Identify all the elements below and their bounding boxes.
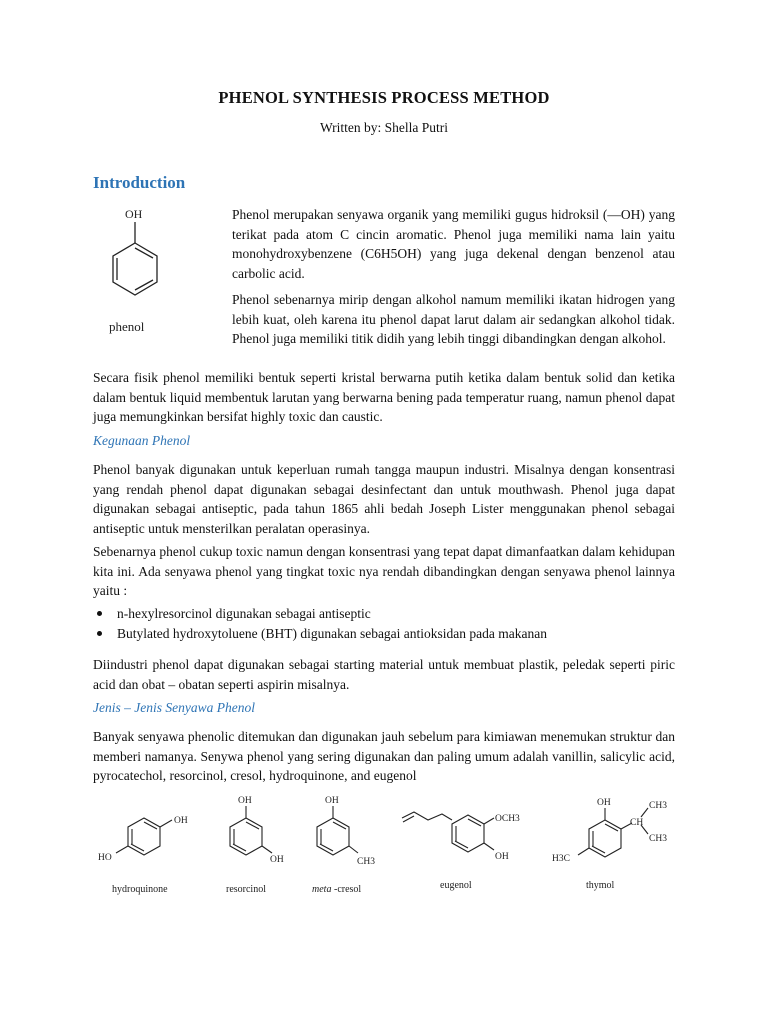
- list-item: n-hexylresorcinol digunakan sebagai antiseptic: [93, 604, 675, 624]
- thymol-ch-label: CH: [630, 818, 644, 828]
- thymol-caption: thymol: [586, 880, 615, 891]
- meta-cresol-caption-prefix: meta: [312, 884, 332, 895]
- physical-properties-paragraph: [93, 368, 675, 427]
- introduction-text: [232, 205, 675, 349]
- thymol-h3c-label: H3C: [552, 854, 570, 864]
- kegunaan-paragraph-1: Phenol banyak digunakan untuk keperluan rumah tangga maupun industri. Misalnya dengan konsentrasi yang rendah phenol dapat digunakan sebagai desinfectant dan untuk mouthwash. Phenol juga dapat digunakan sebagai antiseptic, pada tahun 1865 ahli bedah Joseph Lister menggunakan phenol sebagai antiseptic untuk mensterilkan peralatan operasinya.: [93, 462, 675, 536]
- kegunaan-paragraph-block-2: [93, 542, 675, 601]
- phenolic-structures-figure: [90, 790, 690, 900]
- resorcinol-structure: [226, 796, 284, 895]
- hydroquinone-oh-label: OH: [174, 816, 188, 826]
- introduction-heading: Introduction: [93, 173, 186, 192]
- phenol-double-bond-1: [135, 248, 153, 258]
- physical-properties-text: Secara fisik phenol memiliki bentuk seperti kristal berwarna putih ketika dalam bentuk solid dan ketika dalam bentuk liquid membentuk larutan yang berwarna bening pada temperatur ruang, namun phenol dapat juga memungkinkan bersifat highly toxic dan caustic.: [93, 370, 675, 424]
- kegunaan-paragraph-2: Sebenarnya phenol cukup toxic namun dengan konsentrasi yang tepat dapat dimanfaatkan dalam kehidupan kita ini. Ada senyawa phenol yang tingkat toxic nya rendah dibandingkan dengan senyawa phenol lainnya yaitu :: [93, 544, 675, 598]
- jenis-heading: Jenis – Jenis Senyawa Phenol: [93, 700, 255, 715]
- jenis-paragraph-block: [93, 727, 675, 786]
- eugenol-oh-label: OH: [495, 852, 509, 862]
- meta-cresol-caption-suffix: -cresol: [334, 884, 362, 895]
- resorcinol-oh-side-label: OH: [270, 855, 284, 865]
- meta-cresol-ch3-label: CH3: [357, 857, 375, 867]
- thymol-structure: [552, 798, 667, 891]
- phenol-caption: phenol: [109, 319, 145, 334]
- phenol-ring: [113, 243, 157, 295]
- hydroquinone-caption: hydroquinone: [112, 884, 168, 895]
- list-item: Butylated hydroxytoluene (BHT) digunakan sebagai antioksidan pada makanan: [93, 624, 675, 644]
- resorcinol-caption: resorcinol: [226, 884, 266, 895]
- intro-paragraph-1: Phenol merupakan senyawa organik yang memiliki gugus hidroksil (—OH) yang terikat pada atom C cincin aromatic. Phenol juga memiliki nama lain yaitu monohydroxybenzene (C6H5OH) yang juga dekenal dengan benzenol atau carbolic acid.: [232, 207, 675, 281]
- phenol-structure-figure: [95, 205, 175, 340]
- eugenol-structure: [402, 812, 520, 891]
- jenis-paragraph: Banyak senyawa phenolic ditemukan dan digunakan jauh sebelum para kimiawan menemukan struktur dan memberi namanya. Senywa phenol yang sering digunakan dan paling umum adalah vanillin, salicylic acid, pyrocatechol, resorcinol, cresol, hydroquinone, and eugenol: [93, 729, 675, 783]
- phenol-double-bond-2: [135, 280, 153, 290]
- hydroquinone-ho-label: HO: [98, 853, 112, 863]
- meta-cresol-structure: [312, 796, 375, 895]
- kegunaan-paragraph-block-1: [93, 460, 675, 538]
- industry-paragraph: Diindustri phenol dapat digunakan sebagai starting material untuk membuat plastik, peledak seperti piric acid dan obat – obatan seperti aspirin misalnya.: [93, 657, 675, 692]
- eugenol-och3-label: OCH3: [495, 814, 520, 824]
- thymol-oh-label: OH: [597, 798, 611, 808]
- hydroquinone-structure: [98, 816, 188, 895]
- intro-paragraph-2: Phenol sebenarnya mirip dengan alkohol namum memiliki ikatan hidrogen yang lebih kuat, oleh karena itu phenol dapat larut dalam air sedangkan alkohol tidak. Phenol juga memiliki titik didih yang lebih tinggi dibandingkan dengan alkohol.: [232, 292, 675, 346]
- phenol-oh-label: OH: [125, 207, 143, 221]
- eugenol-caption: eugenol: [440, 880, 472, 891]
- resorcinol-oh-top-label: OH: [238, 796, 252, 806]
- meta-cresol-oh-label: OH: [325, 796, 339, 806]
- low-toxicity-list: [93, 604, 675, 643]
- thymol-ch3-bottom-label: CH3: [649, 834, 667, 844]
- kegunaan-heading: Kegunaan Phenol: [93, 433, 191, 448]
- document-author: Written by: Shella Putri: [319, 120, 449, 135]
- document-title: PHENOL SYNTHESIS PROCESS METHOD: [218, 88, 550, 107]
- thymol-ch3-top-label: CH3: [649, 801, 667, 811]
- industry-paragraph-block: [93, 655, 675, 694]
